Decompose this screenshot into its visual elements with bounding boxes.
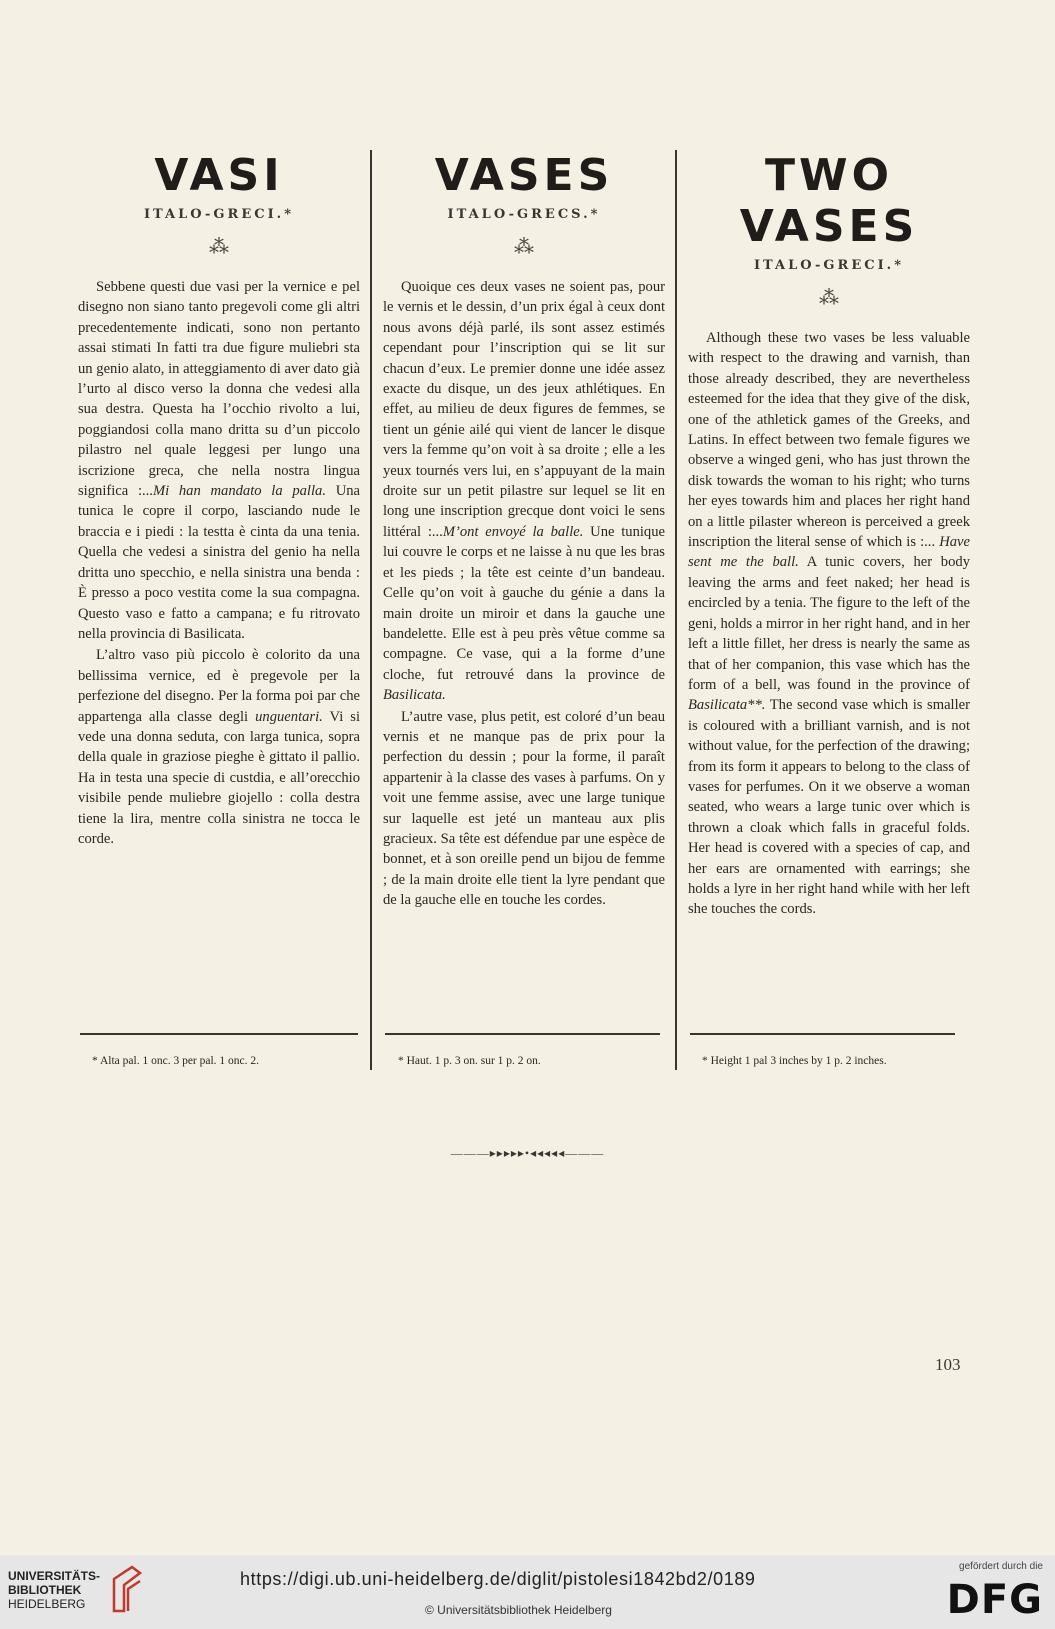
paragraph: L’autre vase, plus petit, est coloré d’un beau vernis et ne manque pas de prix pour la perfection du dessin ; pour la forme, il paraît appartenir à la classe des vases à parfums. On y voit une femme assise, avec une large tunique sur laquelle est jeté un manteau aux plis gracieux. Sa tête est défendue par une espèce de bonnet, et à son oreille pend un bijou de femme ; de la main droite elle tient la lyre pendant que de la gauche elle en touche les cordes. bbox=[383, 708, 665, 909]
permalink-url[interactable]: https://digi.ub.uni-heidelberg.de/diglit/pistolesi1842bd2/0189 bbox=[240, 1569, 756, 1589]
paragraph: L’altro vaso più piccolo è colorito da una bellissima vernice, ed è pregevole per la perfezione del disegno. Per la forma poi par che appartenga alla classe degli unguentari. Vi si vede una donna seduta, con larga tunica, sopra della quale in graziose pieghe è gittato il pallio. Ha in testa una specie di custdia, e all’orecchio visibile pende muliebre giojello : colla destra tiene la lira, mentre colla sinistra ne tocca le corde. bbox=[78, 647, 360, 847]
library-logo[interactable] bbox=[8, 1569, 100, 1611]
column-divider bbox=[370, 150, 372, 1070]
footnote-rule bbox=[80, 1033, 358, 1035]
footnote: * Height 1 pal 3 inches by 1 p. 2 inches. bbox=[702, 1055, 887, 1067]
logo-line: BIBLIOTHEK bbox=[8, 1583, 82, 1597]
column-body bbox=[383, 277, 665, 911]
ornamental-rule: ———▸▸▸▸▸•◂◂◂◂◂——— bbox=[450, 1146, 605, 1160]
column-subtitle: ITALO-GRECS.* bbox=[447, 207, 601, 222]
ornament-icon: ⁂ bbox=[819, 287, 839, 309]
funding-note: gefördert durch die bbox=[959, 1561, 1043, 1572]
ornament-icon: ⁂ bbox=[514, 236, 534, 258]
column-english bbox=[688, 140, 970, 920]
footnote: * Alta pal. 1 onc. 3 per pal. 1 onc. 2. bbox=[92, 1055, 260, 1067]
footnote: * Haut. 1 p. 3 on. sur 1 p. 2 on. bbox=[398, 1055, 541, 1067]
footnote-rule bbox=[690, 1033, 955, 1035]
paragraph: Sebbene questi due vasi per la vernice e pel disegno non siano tanto pregevoli come gli altri precedentemente indicati, sono non pertanto assai stimati In fatti tra due figure muliebri sta un genio alato, in atteggiamento di aver dato già l’urto al disco verso la donna che vedesi alla sua destra. Questa ha l’occhio rivolto a lui, poggiandosi colla mano dritta su d’un piccolo pilastro nel quale leggesi per lungo una iscrizione greca, che nella nostra lingua significa :...Mi han mandato la palla. Una tunica le copre il corpo, lasciando nude le braccia e i piedi : la testta è cinta da una tenia. Quella che vedesi a sinistra del genio ha nella dritta uno specchio, e nella sinistra una benda : È presso a poco vestita come la sua compagna. Questo vaso e fatto a campana; e fu ritrovato nella provincia di Basilicata. bbox=[78, 279, 361, 642]
page-number: 103 bbox=[935, 1355, 961, 1374]
library-logo-icon bbox=[110, 1565, 144, 1613]
column-french bbox=[383, 140, 665, 911]
paragraph: Quoique ces deux vases ne soient pas, pour le vernis et le dessin, d’un prix égal à ceux dont nous avons déjà parlé, ils sont assez estimés cependant pour l’inscription qui se lit sur chacun d’eux. Le premier donne une idée assez exacte du disque, un des jeux athlétiques. En effet, au milieu de deux figures de femmes, se tient un génie ailé qui vient de lancer le disque vers la femme qu’on voit à sa droite ; elle a les yeux tournés vers lui, en s’appuyant de la main droite sur un petit pilastre sur lequel se lit en long une inscription grecque dont voici le sens littéral :...M’ont envoyé la balle. Une tunique lui couvre le corps et ne laisse à nu que les bras et les pieds ; la tête est ceinte d’un bandeau. Celle qu’on voit à gauche du génie a dans la main droite un miroir et dans la gauche une bandelette. Elle est à peu près vêtue comme sa compagne. Ce vase, qui a la forme d’une cloche, fut retrouvé dans la province de Basilicata. bbox=[383, 279, 665, 704]
dfg-logo[interactable]: DFG bbox=[946, 1577, 1043, 1623]
column-divider bbox=[675, 150, 677, 1070]
column-body bbox=[688, 328, 970, 920]
column-subtitle: ITALO-GRECI.* bbox=[753, 258, 905, 273]
footnote-rule bbox=[385, 1033, 660, 1035]
column-title: VASES bbox=[434, 150, 614, 201]
ornament-icon: ⁂ bbox=[209, 236, 229, 258]
column-subtitle: ITALO-GRECI.* bbox=[143, 207, 295, 222]
logo-line: UNIVERSITÄTS- bbox=[8, 1569, 101, 1583]
column-title: TWO VASES bbox=[739, 150, 919, 252]
paragraph: Although these two vases be less valuable with respect to the drawing and varnish, than those already described, they are nevertheless esteemed for the idea that they give of the disk, one of the athletick games of the Greeks, and Latins. In effect between two female figures we observe a winged geni, who has just thrown the disk towards the woman to his right; who turns her eyes towards him and places her right hand on a little pilaster whereon is perceived a greek inscription the literal sense of which is :... Have sent me the ball. A tunic covers, her body leaving the arms and feet naked; her head is encircled by a tenia. The figure to the left of the geni, holds a mirror in her right hand, and in her left a little fillet, her dress is nearly the same as that of her companion, this vase which has the form of a bell, was found in the province of Basilicata**. The second vase which is smaller is coloured with a brilliant varnish, and is not without value, for the perfection of the drawing; from its form it appears to belong to the class of vases for perfumes. On it we observe a woman seated, who wears a large tunic over which is thrown a cloak which falls in graceful folds. Her head is covered with a species of cap, and her ears are ornamented with earrings; she holds a lyre in her right hand while with her left she touches the cords. bbox=[688, 330, 970, 918]
logo-line: HEIDELBERG bbox=[8, 1597, 86, 1611]
column-italian bbox=[78, 140, 360, 849]
column-body bbox=[78, 277, 360, 849]
copyright-notice: © Universitätsbibliothek Heidelberg bbox=[425, 1603, 612, 1617]
column-title: VASI bbox=[154, 150, 284, 201]
footer-bar bbox=[0, 1555, 1055, 1629]
